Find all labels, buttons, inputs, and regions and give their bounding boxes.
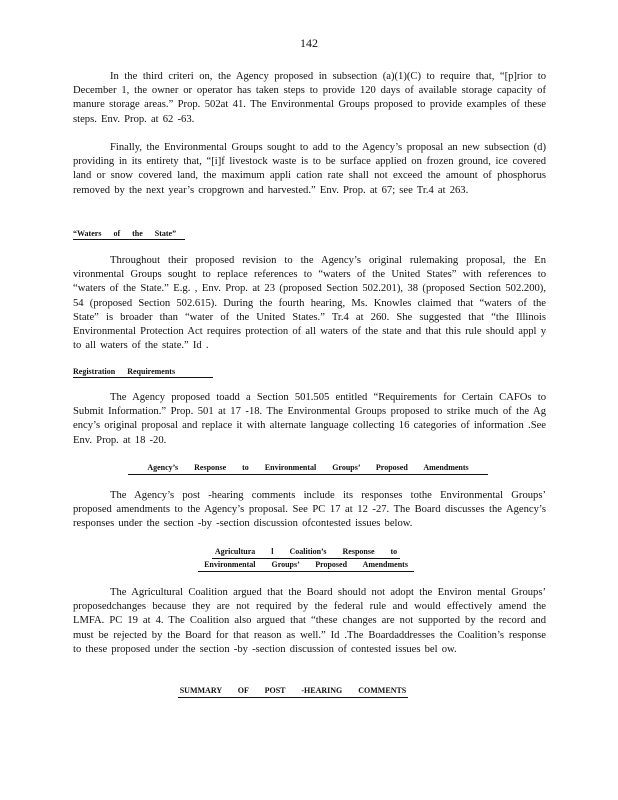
heading-underline <box>178 697 408 698</box>
heading-ag-coalition-line2: Environmental Groups’ Proposed Amendments <box>204 560 408 569</box>
heading-underline <box>128 474 488 475</box>
heading-underline <box>212 558 400 559</box>
heading-waters-text: “Waters of the State” <box>73 229 177 238</box>
heading-underline <box>198 571 414 572</box>
heading-summary-text: SUMMARY OF POST -HEARING COMMENTS <box>179 686 407 695</box>
paragraph-third-criterion: In the third criteri on, the Agency proposed in subsection (a)(1)(C) to require that, “[p]rior to December 1, the owner or operator has taken steps to provide 120 days of available storage capacity of manure storage areas.” Prop. 502at 41. The Environmental Groups proposed to provide examples of these steps. Env. Prop. at 62 -63. <box>73 71 546 125</box>
paragraph-registration: The Agency proposed toadd a Section 501.505 entitled “Requirements for Certain CAFOs to Submit Information.” Prop. 501 at 17 -18. The Environmental Groups proposed to strike much of the Ag ency’s original proposal and replace it with alternate language collecting 16 categories of information .See Env. Prop. at 18 -20. <box>73 392 546 446</box>
heading-ag-coalition-response <box>198 546 414 572</box>
heading-summary <box>178 685 408 698</box>
paragraph-ag-coalition: The Agricultural Coalition argued that the Board should not adopt the Environ mental Groups’ proposedchanges because they are not required by the federal rule and would effectively amend the LMFA. PC 19 at 4. The Coalition also argued that “these changes are not supported by the record and must be rejected by the Board for that reason as well.” Id .The Boardaddresses the Coalition’s response to these proposed under the section -by -section discussion of contested issues bel ow. <box>73 587 546 655</box>
heading-agency-response <box>128 462 488 475</box>
heading-registration-text: Registration Requirements <box>73 367 176 376</box>
heading-underline <box>73 377 213 378</box>
paragraph-frozen-ground: Finally, the Environmental Groups sought to add to the Agency’s proposal an new subsection (d) providing in its entirety that, “[i]f livestock waste is to be surface applied on frozen ground, ice covered land or snow covered land, the maximum appli cation rate shall not exceed the amount of phosphorus removed by the next year’s cropgrown and harvested.” Env. Prop. at 67; see Tr.4 at 263. <box>73 142 546 196</box>
heading-agency-response-text: Agency’s Response to Environmental Groups’ Proposed Amendments <box>147 463 469 472</box>
heading-ag-coalition-line1: Agricultura l Coalition’s Response to <box>214 547 398 556</box>
heading-registration <box>73 367 175 376</box>
heading-underline <box>73 239 185 240</box>
paragraph-waters: Throughout their proposed revision to the Agency’s original rulemaking proposal, the En vironmental Groups sought to replace references to “waters of the United States” with references to “waters of the State.” E.g. , Env. Prop. at 23 (proposed Section 502.201), 38 (proposed Section 502.200), 54 (proposed Section 502.615). During the fourth hearing, Ms. Knowles claimed that “waters of the State” is broader than “water of the United States.” Tr.4 at 260. She suggested that “the Illinois Environmental Protection Act requires protection of all waters of the state and that this rule should appl y to all waters of the state.” Id . <box>73 255 546 352</box>
heading-waters-of-the-state <box>73 229 176 238</box>
paragraph-agency-response: The Agency’s post -hearing comments include its responses tothe Environmental Groups’ proposed amendments to the Agency’s proposal. See PC 17 at 12 -27. The Board discusses the Agency’s responses under the section -by -section discussion ofcontested issues below. <box>73 490 546 530</box>
page-number: 142 <box>300 36 318 50</box>
